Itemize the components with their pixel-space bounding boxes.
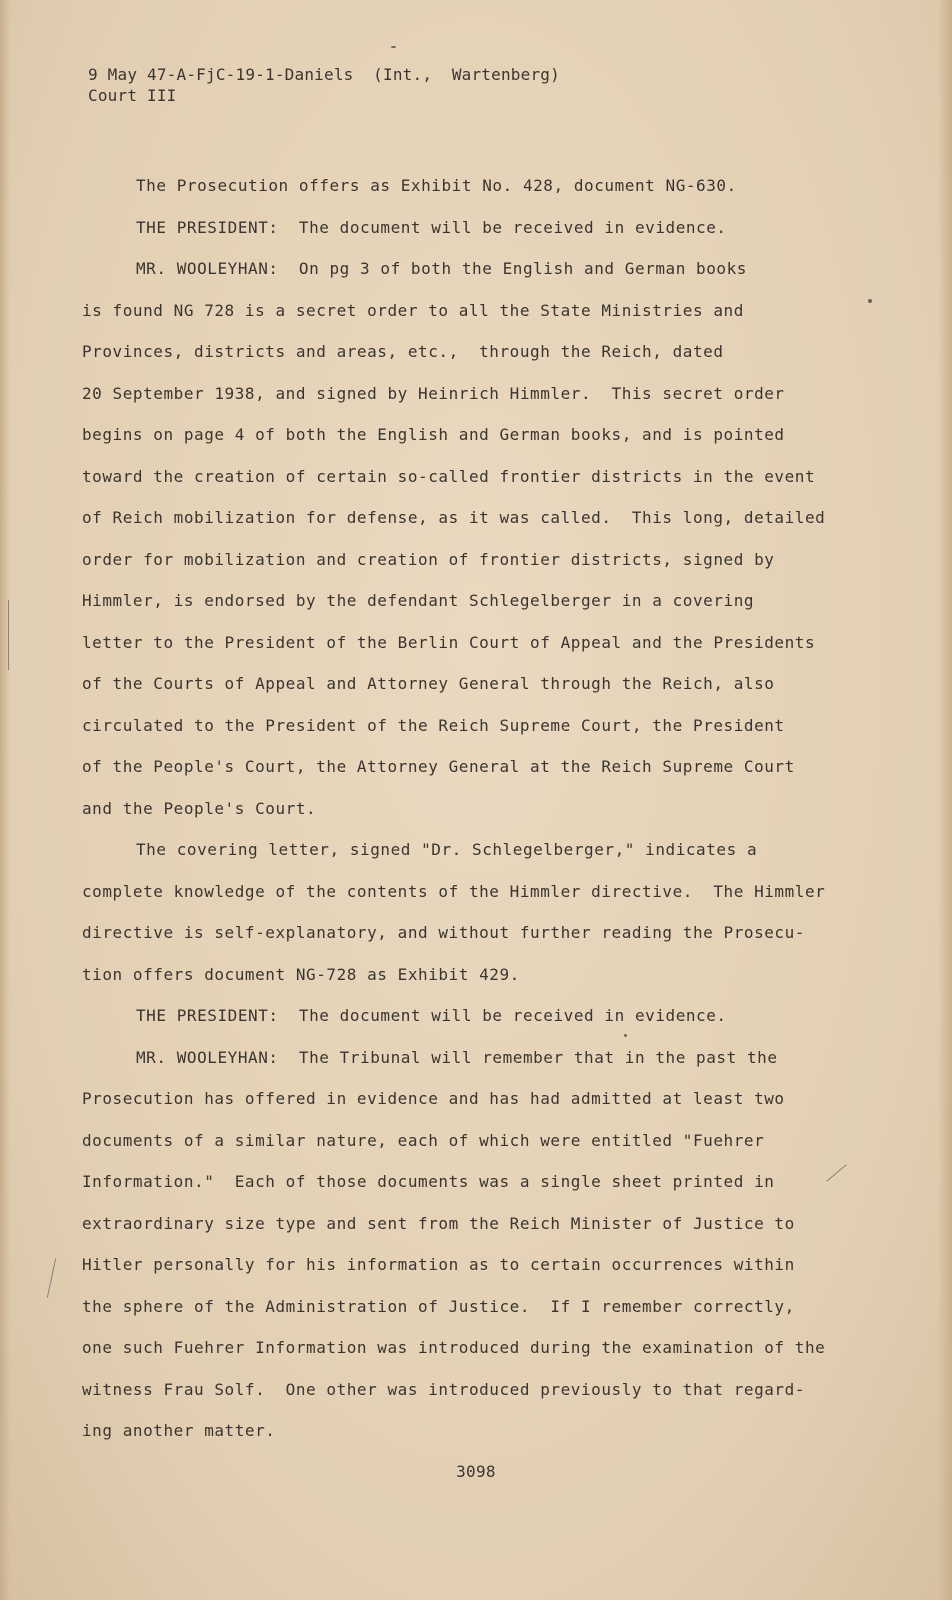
paper-scratch: [47, 1258, 56, 1297]
document-header: [88, 64, 560, 106]
transcript-line: MR. WOOLEYHAN: The Tribunal will remember that in the past the: [136, 1047, 778, 1067]
paper-speck: [391, 46, 396, 48]
transcript-line: toward the creation of certain so-called frontier districts in the event: [82, 466, 816, 486]
transcript-line: THE PRESIDENT: The document will be received in evidence.: [136, 217, 727, 237]
transcript-line: Hitler personally for his information as to certain occurrences within: [82, 1255, 795, 1274]
transcript-line: The Prosecution offers as Exhibit No. 428, document NG-630.: [136, 176, 737, 195]
transcript-line: circulated to the President of the Reich Supreme Court, the President: [82, 715, 785, 735]
transcript-line: Provinces, districts and areas, etc., through the Reich, dated: [82, 342, 724, 361]
page-number: 3098: [456, 1462, 496, 1481]
transcript-line: of Reich mobilization for defense, as it was called. This long, detailed: [82, 508, 826, 527]
transcript-line: letter to the President of the Berlin Court of Appeal and the Presidents: [82, 632, 816, 652]
header-reference-line: 9 May 47-A-FjC-19-1-Daniels (Int., Wartenberg): [88, 65, 560, 84]
transcript-line: The covering letter, signed "Dr. Schlegelberger," indicates a: [136, 840, 758, 859]
paper-speck: [868, 299, 872, 303]
transcript-line: 20 September 1938, and signed by Heinrich Himmler. This secret order: [82, 383, 785, 403]
page-left-edge-shadow: [0, 0, 10, 1600]
transcript-line: directive is self-explanatory, and without further reading the Prosecu-: [82, 923, 805, 942]
paper-scratch: [8, 600, 9, 670]
transcript-line: one such Fuehrer Information was introduced during the examination of the: [82, 1338, 826, 1357]
transcript-line: MR. WOOLEYHAN: On pg 3 of both the English and German books: [136, 259, 747, 278]
transcript-line: THE PRESIDENT: The document will be received in evidence.: [136, 1006, 727, 1025]
transcript-line: Himmler, is endorsed by the defendant Schlegelberger in a covering: [82, 591, 755, 610]
transcript-body: [82, 165, 842, 1452]
transcript-line: begins on page 4 of both the English and German books, and is pointed: [82, 425, 785, 444]
transcript-line: the sphere of the Administration of Justice. If I remember correctly,: [82, 1296, 795, 1316]
transcript-line: Prosecution has offered in evidence and has had admitted at least two: [82, 1089, 785, 1108]
header-court-line: Court III: [88, 86, 177, 105]
paper-speck: [624, 1034, 627, 1037]
transcript-line: of the Courts of Appeal and Attorney General through the Reich, also: [82, 674, 775, 693]
transcript-line: extraordinary size type and sent from the Reich Minister of Justice to: [82, 1213, 795, 1233]
transcript-line: of the People's Court, the Attorney General at the Reich Supreme Court: [82, 757, 795, 776]
transcript-line: and the People's Court.: [82, 798, 317, 818]
transcript-line: witness Frau Solf. One other was introduced previously to that regard-: [82, 1379, 805, 1399]
transcript-line: Information." Each of those documents was a single sheet printed in: [82, 1172, 775, 1191]
transcript-line: documents of a similar nature, each of which were entitled "Fuehrer: [82, 1130, 765, 1150]
transcript-line: order for mobilization and creation of frontier districts, signed by: [82, 549, 775, 569]
transcript-line: complete knowledge of the contents of the Himmler directive. The Himmler: [82, 881, 826, 901]
transcript-line: tion offers document NG-728 as Exhibit 429.: [82, 964, 520, 984]
transcript-line: is found NG 728 is a secret order to all the State Ministries and: [82, 300, 744, 320]
transcript-line: ing another matter.: [82, 1421, 276, 1440]
page-right-edge-shadow: [938, 0, 952, 1600]
